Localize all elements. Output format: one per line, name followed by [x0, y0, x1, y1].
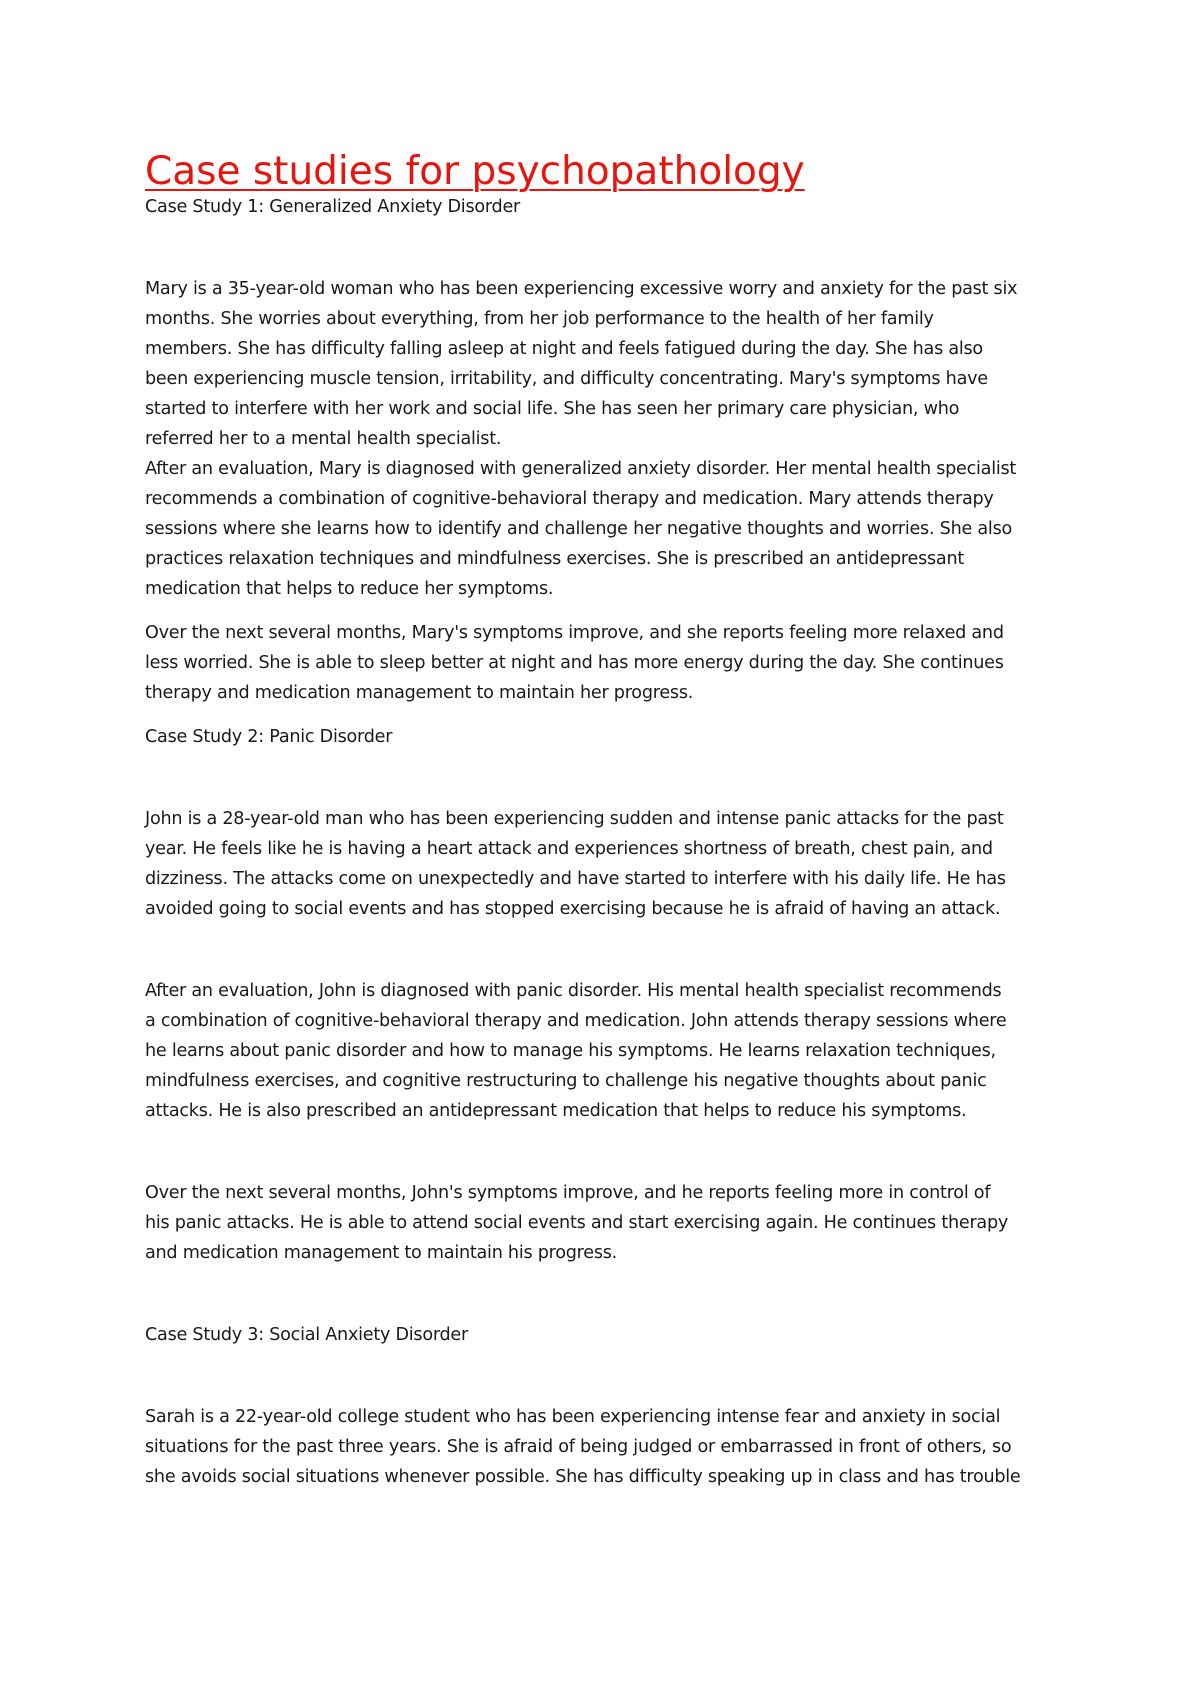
text-line: Mary is a 35-year-old woman who has been experiencing excessive worry and anxiety for the past six: [145, 279, 1018, 299]
text-line: he learns about panic disorder and how to manage his symptoms. He learns relaxation techniques,: [145, 1041, 996, 1061]
document-title: Case studies for psychopathology: [145, 149, 805, 194]
text-line: practices relaxation techniques and mindfulness exercises. She is prescribed an antidepressant: [145, 549, 965, 569]
case-study-paragraph: [145, 618, 1070, 708]
document-body: [145, 146, 1070, 1492]
case-study-paragraph: [145, 1402, 1070, 1492]
text-line: and medication management to maintain his progress.: [145, 1243, 618, 1263]
text-line: his panic attacks. He is able to attend social events and start exercising again. He continues therapy: [145, 1213, 1009, 1233]
text-line: After an evaluation, Mary is diagnosed with generalized anxiety disorder. Her mental health specialist: [145, 459, 1017, 479]
text-line: months. She worries about everything, from her job performance to the health of her family: [145, 309, 934, 329]
text-line: she avoids social situations whenever possible. She has difficulty speaking up in class and has trouble: [145, 1467, 1021, 1487]
text-line: John is a 28-year-old man who has been experiencing sudden and intense panic attacks for the past: [145, 809, 1004, 829]
text-line: medication that helps to reduce her symptoms.: [145, 579, 554, 599]
case-study-heading: Case Study 2: Panic Disorder: [145, 727, 393, 747]
case-study-heading: Case Study 1: Generalized Anxiety Disorder: [145, 197, 521, 217]
text-line: started to interfere with her work and social life. She has seen her primary care physician, who: [145, 399, 960, 419]
text-line: year. He feels like he is having a heart attack and experiences shortness of breath, chest pain, and: [145, 839, 993, 859]
case-study-paragraph: [145, 1178, 1070, 1268]
text-line: recommends a combination of cognitive-behavioral therapy and medication. Mary attends therapy: [145, 489, 994, 509]
text-line: attacks. He is also prescribed an antidepressant medication that helps to reduce his symptoms.: [145, 1101, 967, 1121]
text-line: avoided going to social events and has stopped exercising because he is afraid of having an attack.: [145, 899, 1001, 919]
text-line: referred her to a mental health specialist.: [145, 429, 502, 449]
text-line: less worried. She is able to sleep better at night and has more energy during the day. She continues: [145, 653, 1004, 673]
text-line: After an evaluation, John is diagnosed with panic disorder. His mental health specialist recommends: [145, 981, 1002, 1001]
text-line: therapy and medication management to maintain her progress.: [145, 683, 694, 703]
text-line: Over the next several months, John's symptoms improve, and he reports feeling more in control of: [145, 1183, 991, 1203]
text-line: mindfulness exercises, and cognitive restructuring to challenge his negative thoughts about panic: [145, 1071, 987, 1091]
case-study-paragraph: [145, 274, 1070, 604]
text-line: sessions where she learns how to identify and challenge her negative thoughts and worries. She also: [145, 519, 1012, 539]
text-line: situations for the past three years. She is afraid of being judged or embarrassed in front of others, so: [145, 1437, 1012, 1457]
text-line: members. She has difficulty falling asleep at night and feels fatigued during the day. She has also: [145, 339, 983, 359]
case-study-paragraph: [145, 804, 1070, 924]
text-line: been experiencing muscle tension, irritability, and difficulty concentrating. Mary's symptoms have: [145, 369, 988, 389]
case-study-paragraph: [145, 976, 1070, 1126]
text-line: Sarah is a 22-year-old college student who has been experiencing intense fear and anxiety in social: [145, 1407, 1001, 1427]
text-line: Over the next several months, Mary's symptoms improve, and she reports feeling more relaxed and: [145, 623, 1004, 643]
case-study-heading: Case Study 3: Social Anxiety Disorder: [145, 1325, 468, 1345]
text-line: a combination of cognitive-behavioral therapy and medication. John attends therapy sessions where: [145, 1011, 1007, 1031]
text-line: dizziness. The attacks come on unexpectedly and have started to interfere with his daily life. He has: [145, 869, 1006, 889]
